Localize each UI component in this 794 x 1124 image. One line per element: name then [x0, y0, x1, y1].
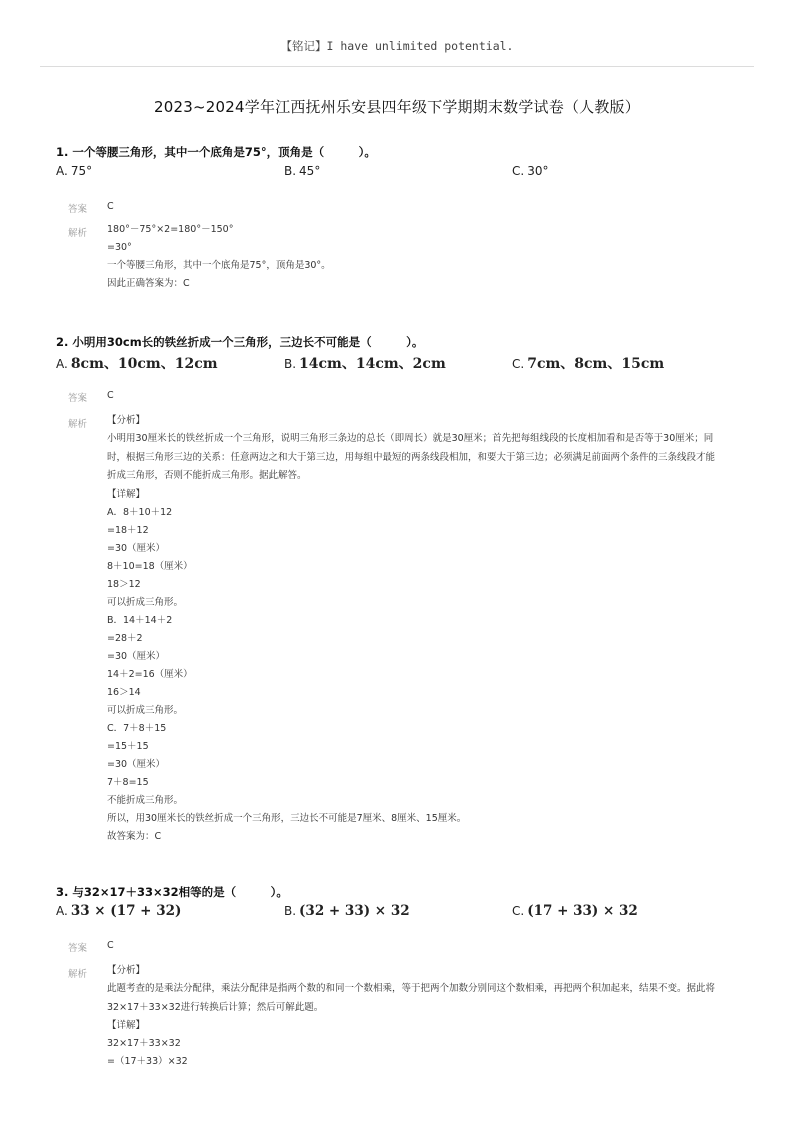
analysis-line: 可以折成三角形。 [107, 704, 184, 716]
analysis-line: 所以，用30厘米长的铁丝折成一个三角形，三边长不可能是7厘米、8厘米、15厘米。 [107, 812, 467, 824]
option-label: B. [284, 904, 297, 918]
option-label: C. [512, 904, 525, 918]
answer-value: C [107, 940, 114, 951]
analysis-paragraph: 此题考查的是乘法分配律，乘法分配律是指两个数的和同一个数相乘，等于把两个加数分别同这个数相乘，再把两个积加起来，结果不变。据此将32×17＋33×32进行转换后计算；然后可解此题。 [107, 983, 716, 1013]
analysis-line: =30° [107, 242, 132, 253]
analysis-line: =30（厘米） [107, 542, 166, 554]
analysis-body [107, 221, 331, 293]
analysis-line: =（17＋33）×32 [107, 1056, 188, 1067]
option-a [56, 164, 92, 178]
analysis-body [107, 962, 719, 1071]
option-label: B. [284, 357, 297, 371]
option-text: 7cm、8cm、15cm [527, 356, 665, 372]
analysis-line: 故答案为：C [107, 830, 162, 842]
answer-value: C [107, 390, 114, 401]
answer-value: C [107, 201, 114, 212]
option-text: 8cm、10cm、12cm [70, 356, 218, 372]
option-text: (17 + 33) × 32 [527, 903, 638, 919]
option-text: (32 + 33) × 32 [299, 903, 410, 919]
option-c [512, 903, 638, 919]
analysis-label: 解析 [68, 419, 88, 430]
analysis-line: 可以折成三角形。 [107, 596, 184, 608]
analysis-label: 解析 [68, 228, 88, 239]
question-stem: 1. 一个等腰三角形，其中一个底角是75°，顶角是（ ）。 [56, 145, 376, 159]
analysis-line: 16＞14 [107, 686, 141, 698]
analysis-line: C．7＋8＋15 [107, 722, 167, 734]
option-text: 75° [70, 164, 93, 178]
analysis-line: 【详解】 [107, 1020, 146, 1031]
analysis-line: 14＋2=16（厘米） [107, 668, 193, 680]
analysis-line: B．14＋14＋2 [107, 614, 173, 626]
analysis-line: =15＋15 [107, 740, 149, 752]
analysis-line: 一个等腰三角形，其中一个底角是75°，顶角是30°。 [107, 260, 331, 271]
option-text: 30° [527, 164, 549, 178]
analysis-line: 不能折成三角形。 [107, 794, 184, 806]
analysis-heading: 【分析】 [107, 415, 146, 426]
analysis-line: =18＋12 [107, 524, 149, 536]
analysis-line: 【详解】 [107, 488, 146, 500]
analysis-line: =30（厘米） [107, 650, 166, 662]
question-stem: 3. 与32×17＋33×32相等的是（ ）。 [56, 885, 288, 899]
option-c [512, 164, 548, 178]
option-a [56, 903, 181, 919]
analysis-body [107, 412, 719, 846]
header-divider [40, 66, 754, 67]
option-label: A. [56, 164, 68, 178]
option-b [284, 353, 446, 373]
analysis-label: 解析 [68, 969, 88, 980]
analysis-line: 18＞12 [107, 578, 141, 590]
answer-label: 答案 [68, 393, 88, 404]
question-stem: 2. 小明用30cm长的铁丝折成一个三角形，三边长不可能是（ ）。 [56, 335, 424, 349]
analysis-line: 32×17＋33×32 [107, 1038, 181, 1049]
analysis-heading: 【分析】 [107, 965, 146, 976]
option-text: 14cm、14cm、2cm [299, 356, 446, 372]
page-header-motto: 【铭记】I have unlimited potential. [280, 39, 514, 53]
option-label: A. [56, 357, 68, 371]
analysis-line: 180°－75°×2=180°－150° [107, 224, 234, 235]
analysis-line: =28＋2 [107, 632, 143, 644]
option-text: 33 × (17 + 32) [70, 903, 182, 919]
analysis-line: 因此正确答案为：C [107, 278, 190, 289]
option-text: 45° [299, 164, 321, 178]
option-b [284, 164, 320, 178]
answer-label: 答案 [68, 943, 88, 954]
option-c [512, 353, 664, 373]
option-label: A. [56, 904, 68, 918]
analysis-line: 7＋8=15 [107, 776, 149, 788]
page-title: 2023~2024学年江西抚州乐安县四年级下学期期末数学试卷（人教版） [154, 98, 640, 116]
option-label: C. [512, 164, 525, 178]
option-a [56, 353, 218, 373]
option-b [284, 903, 410, 919]
analysis-line: A．8＋10＋12 [107, 506, 173, 518]
option-label: C. [512, 357, 525, 371]
analysis-line: 8＋10=18（厘米） [107, 560, 193, 572]
analysis-line: =30（厘米） [107, 758, 166, 770]
analysis-paragraph: 小明用30厘米长的铁丝折成一个三角形，说明三角形三条边的总长（即周长）就是30厘米；首先把每组线段的长度相加看和是否等于30厘米；同时，根据三角形三边的关系：任意两边之和大于第三边，用每组中最短的两条线段相加，和要大于第三边；必须满足前面两个条件的三条线段才能折成三角形，否则不能折成三角形。据此解答。 [107, 433, 716, 481]
option-label: B. [284, 164, 297, 178]
answer-label: 答案 [68, 204, 88, 215]
